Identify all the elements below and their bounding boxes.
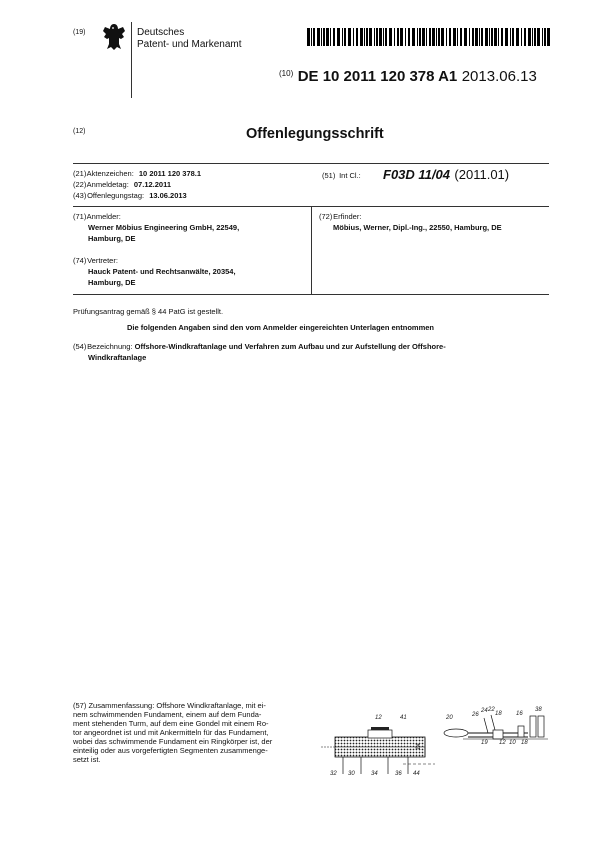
biblio-bottom-rule xyxy=(73,294,549,295)
figure-reference-numeral: 12 xyxy=(499,740,506,746)
barcode-bar xyxy=(405,28,406,46)
barcode-bar xyxy=(394,28,395,46)
barcode-bar xyxy=(491,28,493,46)
barcode-bar xyxy=(369,28,372,46)
barcode-bar xyxy=(389,28,392,46)
barcode-bar xyxy=(512,28,514,46)
figure-reference-numeral: 36 xyxy=(395,771,402,777)
barcode-bar xyxy=(524,28,526,46)
agent-line2: Hamburg, DE xyxy=(88,278,136,287)
barcode-bar xyxy=(307,28,310,46)
barcode-bar xyxy=(333,28,335,46)
barcode-bar xyxy=(313,28,315,46)
figure-reference-numeral: 26 xyxy=(472,712,479,718)
barcode-bar xyxy=(537,28,540,46)
barcode-bar xyxy=(510,28,511,46)
filing-date: 07.12.2011 xyxy=(133,180,172,189)
publication-line xyxy=(279,68,537,86)
barcode-bar xyxy=(528,28,531,46)
barcode-bar xyxy=(464,28,467,46)
barcode-bar xyxy=(472,28,474,46)
barcode-bar xyxy=(379,28,382,46)
publication-number: DE 10 2011 120 378 A1 xyxy=(297,68,458,85)
barcode-bar xyxy=(485,28,488,46)
tower-flange xyxy=(371,727,389,730)
office-name-line2: Patent- und Markenamt xyxy=(137,39,242,50)
application-number: 10 2011 120 378.1 xyxy=(138,169,202,178)
figure-reference-numeral: 19 xyxy=(481,740,488,746)
barcode-bar xyxy=(364,28,365,46)
tower-base xyxy=(368,730,392,738)
barcode xyxy=(307,28,552,46)
applicant-line2: Hamburg, DE xyxy=(88,234,136,243)
barcode-bar xyxy=(544,28,546,46)
figure-reference-numeral: 14 xyxy=(416,743,422,750)
figure-reference-numeral: 16 xyxy=(516,711,523,717)
barcode-bar xyxy=(385,28,387,46)
ipc-classification xyxy=(383,166,509,184)
barcode-bar xyxy=(326,28,329,46)
barcode-bar xyxy=(344,28,346,46)
agent-line1: Hauck Patent- und Rechtsanwälte, 20354, xyxy=(88,267,236,276)
figure-reference-numeral: 44 xyxy=(413,771,420,777)
barcode-bar xyxy=(532,28,533,46)
applicant-data-note: Die folgenden Angaben sind den vom Anmelder eingereichten Unterlagen entnommen xyxy=(127,323,434,332)
barcode-bar xyxy=(356,28,358,46)
inid-code-10: (10) xyxy=(279,69,294,78)
ipc-version: (2011.01) xyxy=(454,167,510,182)
examination-request-note: Prüfungsantrag gemäß § 44 PatG ist gestellt. xyxy=(73,307,224,316)
figure-reference-numeral: 12 xyxy=(375,715,382,721)
barcode-bar xyxy=(360,28,363,46)
figure-reference-numeral: 18 xyxy=(495,711,502,717)
figure-reference-numeral: 22 xyxy=(488,707,495,713)
barcode-bar xyxy=(417,28,418,46)
barcode-bar xyxy=(323,28,325,46)
field-applicant-label: (71) Anmelder: xyxy=(73,212,121,221)
barcode-bar xyxy=(397,28,399,46)
barcode-bar xyxy=(400,28,403,46)
abstract: (57) Zusammenfassung: Offshore Windkraftanlage, mit ei- nem schwimmenden Fundament, einem auf dem Funda- ment stehenden Turm, auf dem eine Gondel mit einem Ro- tor angeordnet ist und mit Ankermitteln für das Fundament, wobei das schwimmende Fundament ein Ringkörper ist, der einteilig oder aus vorgefertigten Segmenten zusammenge- setzt ist. xyxy=(73,701,273,764)
publication-date: 2013.06.13 xyxy=(461,68,537,85)
barcode-bar xyxy=(469,28,470,46)
barcode-bar xyxy=(449,28,451,46)
barcode-bar xyxy=(342,28,343,46)
barcode-bar xyxy=(475,28,478,46)
barcode-bar xyxy=(419,28,421,46)
barcode-bar xyxy=(441,28,444,46)
barcode-bar xyxy=(374,28,375,46)
barcode-bar xyxy=(422,28,425,46)
document-title: Offenlegungsschrift xyxy=(246,126,384,142)
field-agent-label: (74) Vertreter: xyxy=(73,256,118,265)
field-filing-date: (22) Anmeldetag: 07.12.2011 xyxy=(73,180,172,189)
patent-drawing xyxy=(313,700,553,790)
barcode-bar xyxy=(321,28,322,46)
barcode-bar xyxy=(412,28,415,46)
barcode-bar xyxy=(494,28,497,46)
figure-reference-numeral: 20 xyxy=(446,715,453,721)
barcode-bar xyxy=(534,28,536,46)
barcode-bar xyxy=(436,28,437,46)
barcode-bar xyxy=(330,28,331,46)
inid-code-19: (19) xyxy=(73,29,86,36)
field-ipc: (51) Int Cl.: xyxy=(322,171,361,180)
figure-reference-numeral: 10 xyxy=(509,740,516,746)
invention-title: Offshore-Windkraftanlage und Verfahren zum Aufbau und zur Aufstellung der Offshore- xyxy=(134,342,446,351)
federal-eagle-logo xyxy=(101,22,127,52)
barcode-bar xyxy=(311,28,312,46)
barcode-bar xyxy=(432,28,435,46)
barcode-bar xyxy=(348,28,351,46)
barcode-bar xyxy=(453,28,456,46)
barcode-bar xyxy=(383,28,384,46)
barcode-bar xyxy=(505,28,508,46)
barcode-bar xyxy=(547,28,550,46)
figure-reference-numeral: 30 xyxy=(348,771,355,777)
figure-reference-numeral: 34 xyxy=(371,771,378,777)
barcode-bar xyxy=(426,28,427,46)
applicant-line1: Werner Möbius Engineering GmbH, 22549, xyxy=(88,223,240,232)
ipc-class: F03D 11/04 xyxy=(383,167,450,182)
figure-reference-numeral: 24 xyxy=(481,708,488,714)
designation-line1: (54) Bezeichnung: Offshore-Windkraftanlage und Verfahren zum Aufbau und zur Aufstellung der Offshore- xyxy=(73,342,446,351)
barcode-bar xyxy=(460,28,462,46)
barcode-bar xyxy=(337,28,340,46)
header-divider xyxy=(131,22,132,98)
barcode-bar xyxy=(408,28,410,46)
biblio-top-rule xyxy=(73,163,549,164)
barcode-bar xyxy=(457,28,458,46)
designation-line2: Windkraftanlage xyxy=(88,353,147,362)
office-name-line1: Deutsches xyxy=(137,27,185,38)
barcode-bar xyxy=(521,28,522,46)
field-application-number: (21) Aktenzeichen: 10 2011 120 378.1 xyxy=(73,169,202,178)
figure-reference-numeral: 38 xyxy=(535,707,542,713)
barcode-bar xyxy=(542,28,543,46)
parties-divider xyxy=(311,206,312,294)
barcode-bar xyxy=(498,28,499,46)
barcode-bar xyxy=(479,28,480,46)
barcode-bar xyxy=(376,28,378,46)
inventor: Möbius, Werner, Dipl.-Ing., 22550, Hamburg, DE xyxy=(333,223,502,232)
barcode-bar xyxy=(429,28,431,46)
inid-code-12: (12) xyxy=(73,128,86,135)
barcode-bar xyxy=(366,28,368,46)
field-publication-date: (43) Offenlegungstag: 13.06.2013 xyxy=(73,191,187,200)
barcode-bar xyxy=(501,28,503,46)
figure-reference-numeral: 41 xyxy=(400,715,407,721)
barcode-bar xyxy=(317,28,320,46)
barcode-bar xyxy=(353,28,354,46)
figure-reference-numeral: 32 xyxy=(330,771,337,777)
barcode-bar xyxy=(489,28,490,46)
barcode-bar xyxy=(438,28,440,46)
barcode-bar xyxy=(446,28,447,46)
figure-reference-numeral: 18 xyxy=(521,740,528,746)
field-inventor-label: (72) Erfinder: xyxy=(319,212,362,221)
laid-open-date: 13.06.2013 xyxy=(149,191,187,200)
barcode-bar xyxy=(516,28,519,46)
barcode-bar xyxy=(481,28,483,46)
